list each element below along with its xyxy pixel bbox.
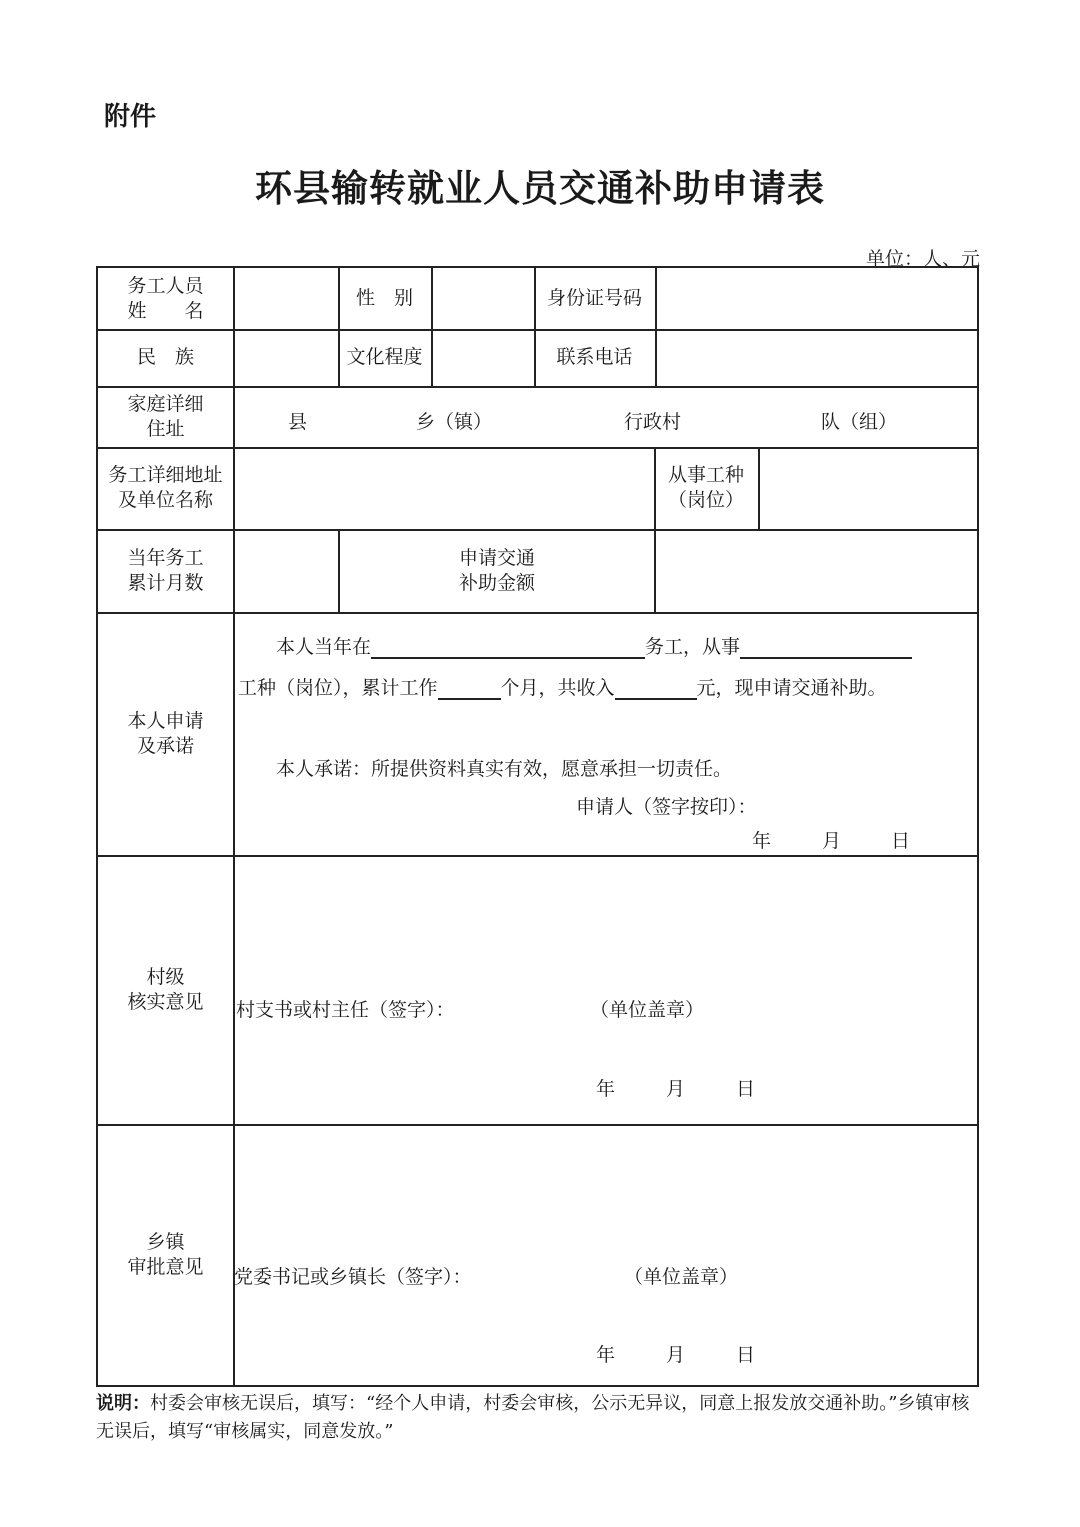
education-field[interactable] [433, 329, 534, 386]
application-line1-text-a: 本人当年在 [276, 636, 372, 658]
worker-name-label [98, 268, 233, 329]
township-signature-label: 党委书记或乡镇长（签字）： [234, 1266, 472, 1288]
subsidy-amount-label-line2: 补助金额 [458, 571, 535, 594]
application-label-line2: 及承诺 [136, 734, 194, 757]
job-type-field[interactable] [760, 447, 977, 529]
home-address-label [98, 386, 233, 447]
applicant-signature-label: 申请人（签字按印）： [576, 796, 757, 818]
months-blank[interactable] [438, 678, 501, 700]
ethnicity-field[interactable] [235, 329, 338, 386]
village-label: 行政村 [624, 411, 682, 433]
application-line1-text-b: 务工，从事 [645, 636, 741, 658]
phone-label: 联系电话 [556, 346, 633, 368]
village-verification-label-line1: 村级 [146, 965, 185, 988]
job-blank[interactable] [740, 637, 912, 659]
village-date-year: 年 [596, 1078, 616, 1100]
subsidy-amount-label [340, 529, 654, 612]
note-prefix: 说明： [96, 1393, 150, 1414]
township-date-day: 日 [736, 1344, 756, 1366]
home-address-label-line1: 家庭详细 [127, 392, 204, 415]
education-label: 文化程度 [346, 346, 423, 368]
worker-name-label-line2: 姓 名 [127, 299, 204, 322]
village-verification-label [98, 855, 233, 1124]
village-signature-label: 村支书或村主任（签字）： [236, 999, 455, 1021]
explanation-note [96, 1390, 986, 1446]
attachment-label: 附件 [104, 102, 157, 132]
work-address-field[interactable] [235, 447, 654, 529]
team-label: 队（组） [821, 411, 898, 433]
job-type-label-line1: 从事工种 [667, 464, 744, 486]
village-verification-label-line2: 核实意见 [127, 990, 204, 1013]
unit-label: 单位：人、元 [865, 248, 980, 270]
township-label: 乡（镇） [416, 411, 493, 433]
work-location-blank[interactable] [371, 637, 645, 659]
work-months-field[interactable] [235, 529, 338, 612]
income-blank[interactable] [615, 678, 697, 700]
job-type-label-line2: （岗位） [667, 489, 744, 511]
township-date-month: 月 [666, 1344, 686, 1366]
application-date-month: 月 [822, 830, 842, 852]
work-address-label-line1: 务工详细地址 [108, 464, 223, 486]
township-approval-label [98, 1124, 233, 1385]
township-seal-label: （单位盖章） [624, 1266, 739, 1288]
id-number-label: 身份证号码 [546, 287, 642, 309]
application-form-table [96, 266, 979, 1387]
ethnicity-label: 民 族 [136, 346, 194, 368]
application-label [98, 612, 233, 855]
application-date-year: 年 [752, 830, 772, 852]
phone-field[interactable] [657, 329, 977, 386]
application-line2-text-c: 元，现申请交通补助。 [696, 677, 887, 699]
subsidy-amount-label-line1: 申请交通 [458, 546, 535, 569]
promise-text: 本人承诺：所提供资料真实有效，愿意承担一切责任。 [276, 758, 733, 780]
work-address-label [98, 447, 233, 529]
form-title: 环县输转就业人员交通补助申请表 [255, 166, 825, 210]
county-label: 县 [288, 411, 308, 433]
label-column-divider [233, 268, 235, 1385]
job-type-label [654, 447, 758, 529]
application-line2-text-a: 工种（岗位），累计工作 [238, 677, 438, 699]
gender-label: 性 别 [355, 287, 413, 309]
id-number-field[interactable] [657, 268, 977, 329]
application-line2-text-b: 个月，共收入 [500, 677, 615, 699]
work-months-label-line2: 累计月数 [127, 571, 204, 594]
note-text: 村委会审核无误后，填写：“经个人申请，村委会审核，公示无异议，同意上报发放交通补助。”乡镇审核无误后，填写“审核属实，同意发放。” [96, 1393, 970, 1442]
village-date-day: 日 [736, 1078, 756, 1100]
work-address-label-line2: 及单位名称 [117, 489, 213, 511]
application-line-1 [276, 632, 912, 659]
application-date-day: 日 [891, 830, 911, 852]
township-approval-label-line1: 乡镇 [146, 1230, 185, 1253]
township-date-year: 年 [596, 1344, 616, 1366]
worker-name-label-line1: 务工人员 [127, 274, 204, 297]
application-label-line1: 本人申请 [127, 709, 204, 732]
home-address-label-line2: 住址 [146, 417, 185, 440]
work-months-label-line1: 当年务工 [127, 546, 204, 569]
subsidy-amount-field[interactable] [656, 529, 977, 612]
application-line-2 [238, 673, 887, 700]
work-months-label [98, 529, 233, 612]
village-date-month: 月 [666, 1078, 686, 1100]
village-seal-label: （单位盖章） [590, 999, 705, 1021]
township-approval-label-line2: 审批意见 [127, 1255, 204, 1278]
worker-name-field[interactable] [235, 268, 338, 329]
gender-field[interactable] [433, 268, 534, 329]
